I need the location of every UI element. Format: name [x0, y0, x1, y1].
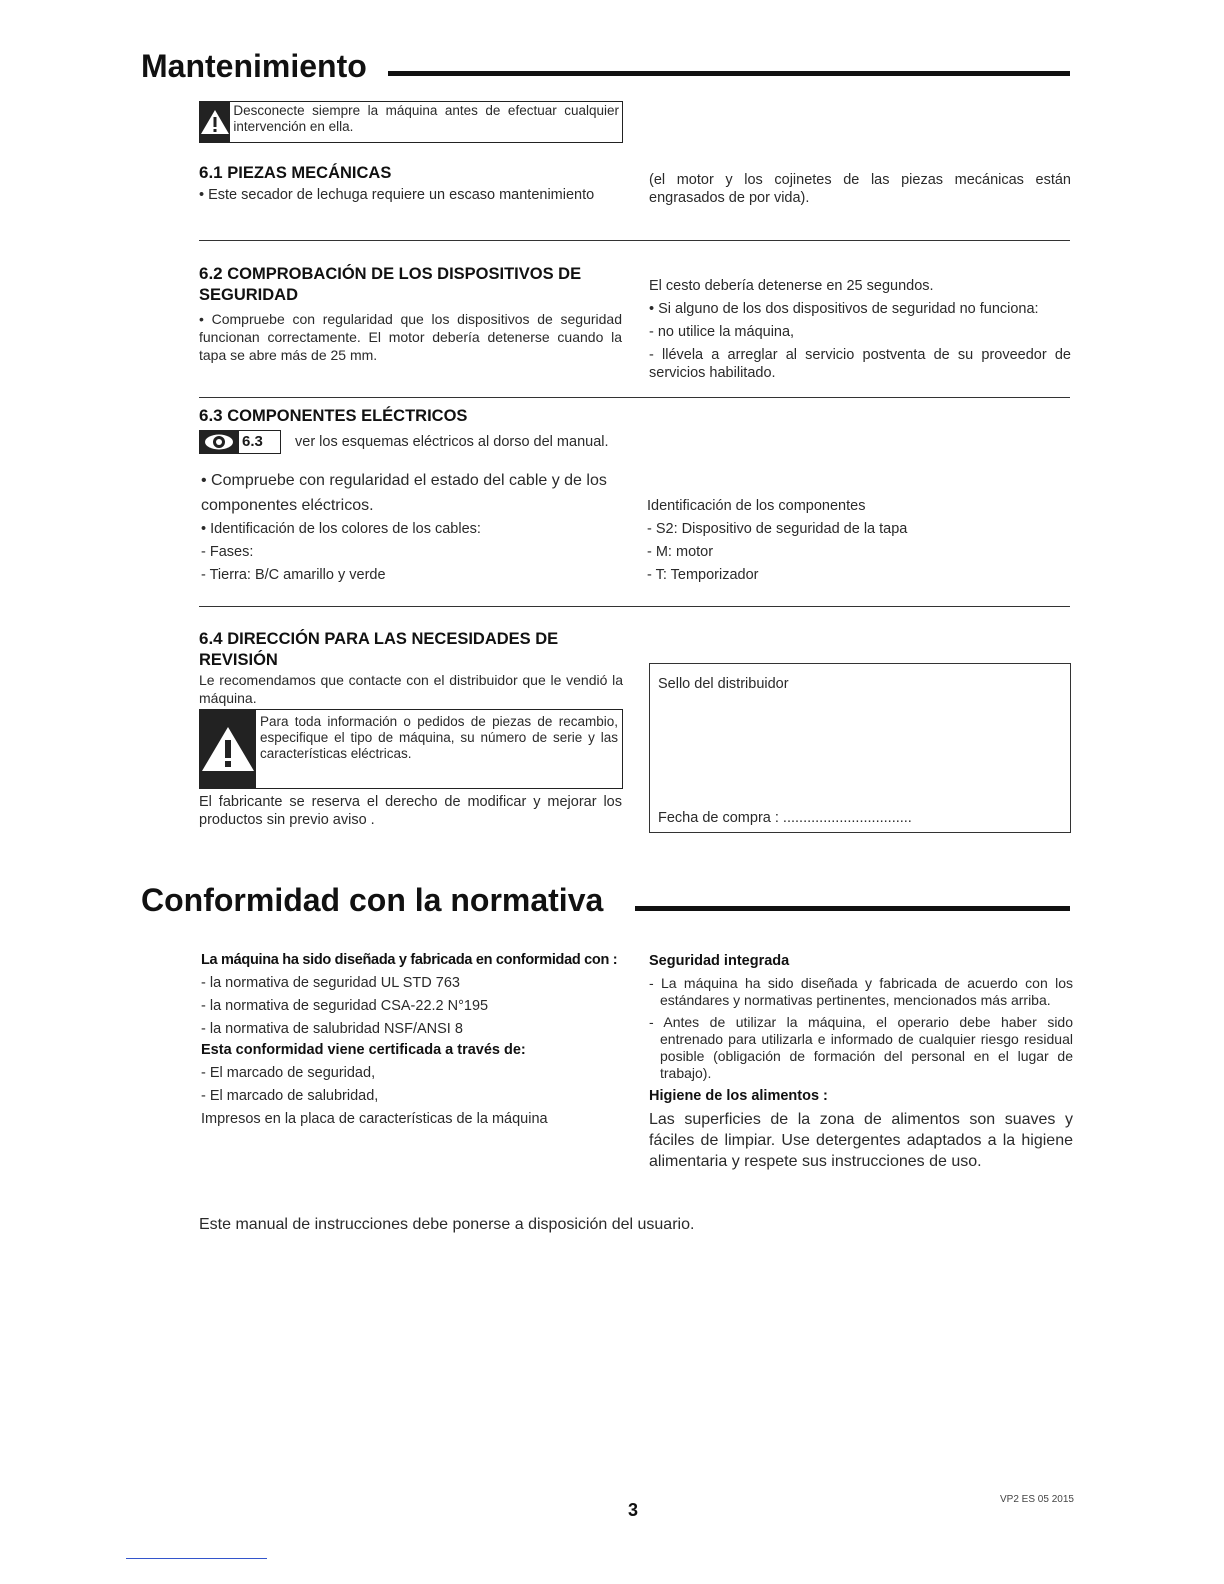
phases-text: - Fases: [201, 544, 254, 560]
section-6-2-right [649, 277, 1071, 382]
compliance-heading: La máquina ha sido diseñada y fabricada en conformidad con : [201, 952, 618, 968]
disconnect-warning [199, 101, 623, 143]
certification-heading: Esta conformidad viene certificada a través de: [201, 1042, 526, 1058]
reference-text: ver los esquemas eléctricos al dorso del manual. [295, 434, 609, 450]
design-standards-text: - La máquina ha sido diseñada y fabricada de acuerdo con los estándares y normativas pertinentes, mencionados más arriba. [649, 975, 1073, 1008]
components-heading: Identificación de los componentes [647, 498, 866, 514]
section-6-3-right [647, 497, 1069, 584]
section-title-text: PIEZAS MECÁNICAS [227, 164, 392, 182]
standard-ul: - la normativa de seguridad UL STD 763 [201, 975, 460, 991]
cable-check-text: • Compruebe con regularidad el estado del cable y de los componentes eléctricos. [201, 472, 607, 514]
title-rule [388, 71, 1070, 76]
standard-csa: - la normativa de seguridad CSA-22.2 N°195 [201, 998, 489, 1014]
divider [199, 240, 1070, 241]
component-m: - M: motor [647, 544, 714, 560]
section-number: 6.4 [199, 629, 223, 648]
warning-text: Desconecte siempre la máquina antes de efectuar cualquier intervención en ella. [233, 103, 619, 134]
purchase-date-label: Fecha de compra : ................................ [658, 810, 912, 826]
section-number: 6.3 [199, 406, 223, 425]
compliance-title: Conformidad con la normativa [141, 882, 604, 918]
fault-text: • Si alguno de los dos dispositivos de seguridad no funciona: [649, 301, 1039, 317]
standard-nsf: - la normativa de salubridad NSF/ANSI 8 [201, 1021, 463, 1037]
section-number: 6.2 [199, 264, 223, 283]
link-underline [126, 1558, 267, 1559]
manufacturer-disclaimer: El fabricante se reserva el derecho de modificar y mejorar los productos sin previo aviso . [199, 794, 622, 828]
integrated-safety-heading: Seguridad integrada [649, 953, 790, 969]
section-title-text: COMPROBACIÓN DE LOS DISPOSITIVOS DE SEGURIDAD [199, 265, 582, 304]
warning-icon [200, 102, 230, 142]
section-number: 6.1 [199, 163, 223, 182]
schematics-reference [199, 430, 609, 454]
compliance-right [649, 952, 1073, 1172]
distributor-stamp-box [649, 663, 1071, 833]
section-title-text: DIRECCIÓN PARA LAS NECESIDADES DE REVISIÓN [199, 630, 559, 669]
divider [199, 606, 1070, 607]
document-code: VP2 ES 05 2015 [1000, 1494, 1074, 1505]
safety-mark: - El marcado de seguridad, [201, 1065, 376, 1081]
section-6-3-title [199, 405, 467, 427]
spare-parts-warning [199, 709, 623, 789]
component-t: - T: Temporizador [647, 567, 759, 583]
section-6-3-left [201, 520, 631, 584]
section-6-2-left: • Compruebe con regularidad que los dispositivos de seguridad funcionan correctamente. El motor debería detenerse cuando la tapa se abre más de 25 mm. [199, 311, 622, 363]
compliance-left [201, 951, 631, 1128]
health-mark: - El marcado de salubridad, [201, 1088, 379, 1104]
operator-training-text: - Antes de utilizar la máquina, el operario debe haber sido entrenado para utilizarla e informado de cualquier riesgo residual posible (obligación de formación del personal en el lugar de trabajo). [649, 1014, 1073, 1081]
title-rule [635, 906, 1070, 911]
stamp-label: Sello del distribuidor [658, 676, 789, 692]
maintenance-title: Mantenimiento [141, 48, 367, 84]
section-6-1-title [199, 162, 391, 184]
cable-colors-text: • Identificación de los colores de los cables: [201, 521, 481, 537]
rating-plate-note: Impresos en la placa de características de la máquina [201, 1111, 548, 1127]
eye-icon [199, 430, 239, 454]
reference-number: 6.3 [239, 430, 281, 454]
distributor-contact-text: Le recomendamos que contacte con el distribuidor que le vendió la máquina. [199, 672, 623, 706]
page-number: 3 [628, 1500, 639, 1520]
divider [199, 397, 1070, 398]
closing-note: Este manual de instrucciones debe ponerse a disposición del usuario. [199, 1216, 695, 1233]
earth-text: - Tierra: B/C amarillo y verde [201, 567, 386, 583]
section-title-text: COMPONENTES ELÉCTRICOS [227, 407, 468, 425]
food-hygiene-text: Las superficies de la zona de alimentos son suaves y fáciles de limpiar. Use detergentes adaptados a la higiene alimentaria y respete sus instrucciones de uso. [649, 1111, 1073, 1170]
stop-time-text: El cesto debería detenerse en 25 segundos. [649, 278, 934, 294]
section-6-2-title [199, 263, 624, 306]
section-6-1-left: • Este secador de lechuga requiere un escaso mantenimiento [199, 187, 595, 203]
warning-text: Para toda información o pedidos de piezas de recambio, especifique el tipo de máquina, su número de serie y las características eléctricas. [260, 714, 618, 761]
section-6-1-right: (el motor y los cojinetes de las piezas mecánicas están engrasados de por vida). [649, 172, 1071, 206]
section-6-4-title [199, 628, 619, 671]
service-text: - llévela a arreglar al servicio postventa de su proveedor de servicios habilitado. [649, 347, 1071, 381]
do-not-use-text: - no utilice la máquina, [649, 324, 795, 340]
component-s2: - S2: Dispositivo de seguridad de la tapa [647, 521, 908, 537]
warning-icon [200, 710, 256, 788]
food-hygiene-heading: Higiene de los alimentos : [649, 1088, 828, 1104]
